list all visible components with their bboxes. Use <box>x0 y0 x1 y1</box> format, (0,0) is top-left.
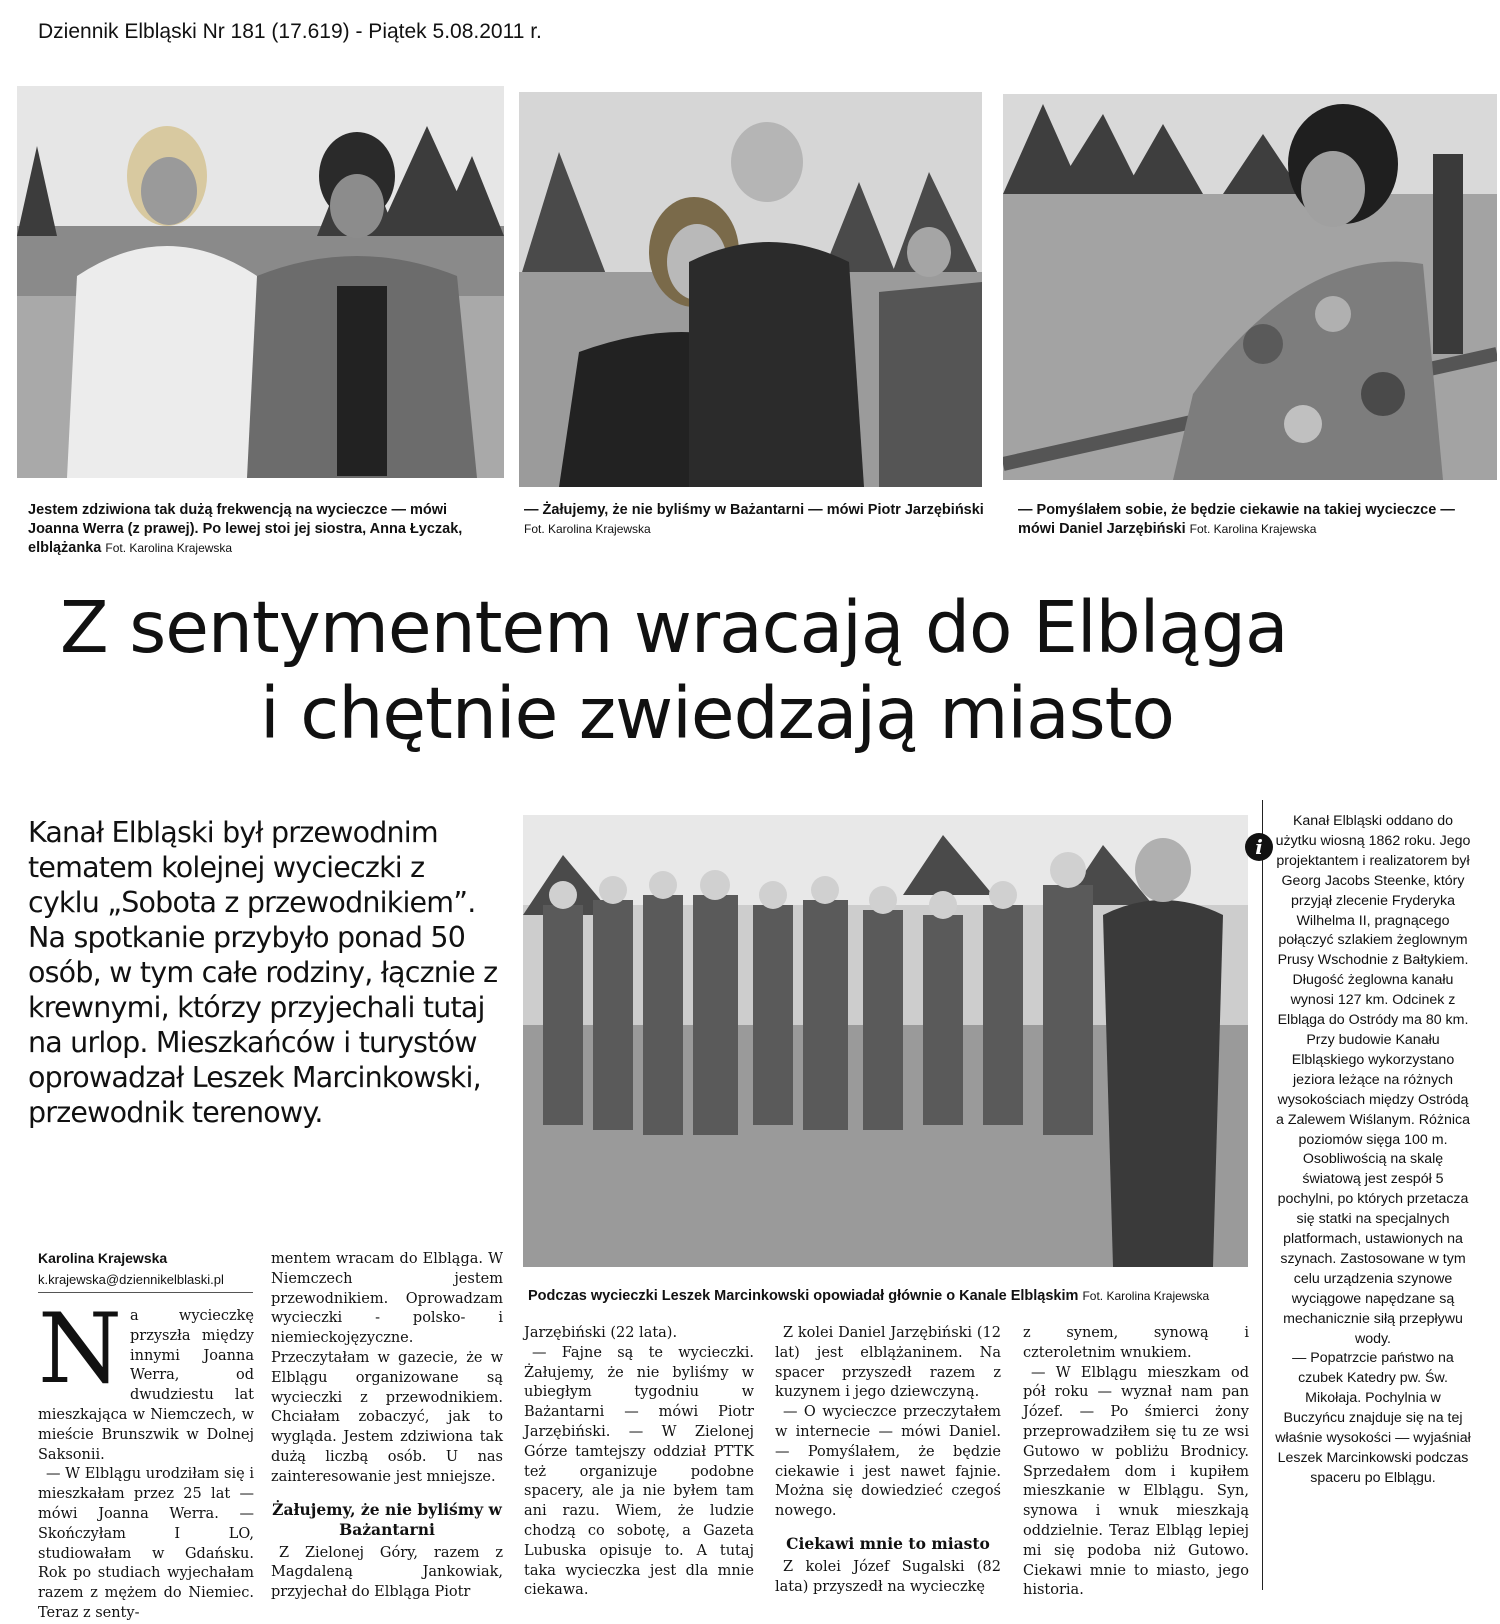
photo-sisters <box>17 86 504 478</box>
body-column-1 <box>38 1293 254 1624</box>
body-paragraph: — W Elblągu urodziłam się i mieszkałam przez 25 lat — mówi Joanna Werra. — Skończyłam I LO, studiowałam w Gdańsku. Rok po studiach wyjechałam razem z mężem do Niemiec. Teraz z senty- <box>38 1466 254 1621</box>
photo-credit: Fot. Karolina Krajewska <box>105 541 233 555</box>
body-column-4 <box>775 1324 1001 1598</box>
subheading: Żałujemy, że nie byliśmy w Bażantarni <box>272 1499 502 1539</box>
headline-line-1: Z sentymentem wracają do Elbląga <box>60 586 1288 669</box>
body-paragraph: — Fajne są te wycieczki. Żałujemy, że nie byliśmy w ubiegłym tygodniu w Bażantarni — mówi Piotr Jarzębiński. — W Zielonej Górze tamtejszy oddział PTTK też organizuje podobne spacery, ale ja nie byłem tam ani razu. Wiem, że ludzie chodzą co sobotę, a Gazeta Lubuska opisuje to. A tutaj taka wycieczka jest dla mnie ciekawa. <box>524 1344 754 1599</box>
photo-group-tour <box>523 815 1248 1267</box>
headline <box>60 585 1460 757</box>
body-paragraph: z synem, synową i czteroletnim wnukiem. <box>1023 1325 1249 1361</box>
byline-email[interactable]: k.krajewska@dziennikelblaski.pl <box>38 1272 224 1287</box>
photo-boy-railing <box>1003 94 1497 480</box>
subheading: Ciekawi mnie to miasto <box>786 1533 990 1553</box>
caption-text: Podczas wycieczki Leszek Marcinkowski opowiadał głównie o Kanale Elbląskim <box>528 1288 1079 1304</box>
caption-text: Jestem zdziwiona tak dużą frekwencją na wycieczce — mówi Joanna Werra (z prawej). Po lewej stoi jej siostra, Anna Łyczak, elblążanka <box>28 502 463 556</box>
sidebar-divider <box>1262 800 1263 1590</box>
photo-caption-1 <box>28 501 498 558</box>
photo-caption-3 <box>1018 501 1493 539</box>
body-paragraph: — O wycieczce przeczytałem w internecie — mówi Daniel. — Pomyślałem, że będzie ciekawie i jest nawet fajnie. Można się dowiedzieć czegoś nowego. <box>775 1404 1001 1520</box>
caption-text: — Żałujemy, że nie byliśmy w Bażantarni — mówi Piotr Jarzębiński <box>524 502 984 518</box>
sidebar-paragraph: Kanał Elbląski oddano do użytku wiosną 1862 roku. Jego projektantem i realizatorem był Georg Jacobs Steenke, który przyjął zlecenie Fryderyka Wilhelma II, pragnącego połączyć szlakiem żeglownym Prusy Wschodnie z Bałtykiem. Długość żeglowna kanału wynosi 127 km. Odcinek z Elbląga do Ostródy ma 80 km. Przy budowie Kanału Elbląskiego wykorzystano jeziora leżące na różnych wysokościach między Ostródą a Zalewem Wiślanym. Różnica poziomów sięga 100 m. Osobliwością na skalę światową jest zespół 5 pochylni, po których przetacza się statki na specjalnych platformach, ustawionych na szynach. Zastosowane w tym celu urządzenia szynowe wyciągowe napędzane są mechanicznie siłą przepływu wody. <box>1275 813 1471 1347</box>
body-paragraph: Jarzębiński (22 lata). <box>524 1325 678 1341</box>
body-column-3 <box>524 1324 754 1601</box>
body-paragraph: Z kolei Józef Sugalski (82 lata) przyszedł na wycieczkę <box>775 1558 1001 1595</box>
byline-author: Karolina Krajewska <box>38 1250 168 1266</box>
sidebar-fact-box <box>1273 812 1473 1489</box>
sidebar-paragraph: — Popatrzcie państwo na czubek Katedry pw. Św. Mikołaja. Pochylnia w Buczyńcu znajduje się na tej właśnie wysokości — wyjaśniał Leszek Marcinkowski podczas spaceru po Elblągu. <box>1275 1350 1471 1486</box>
body-column-2 <box>271 1250 503 1603</box>
photo-couple <box>519 92 982 487</box>
lead-paragraph: Kanał Elbląski był przewodnim tematem kolejnej wycieczki z cyklu „Sobota z przewodnikiem”. Na spotkanie przybyło ponad 50 osób, w tym całe rodziny, łącznie z krewnymi, którzy przyjechali tutaj na urlop. Mieszkańców i turystów oprowadzał Leszek Marcinkowski, przewodnik terenowy. <box>28 816 498 1129</box>
body-paragraph: Na wycieczkę przyszła między innymi Joanna Werra, od dwudziestu lat mieszkająca w Niemczech, w mieście Brunszwik w Dolnej Saksonii. <box>38 1293 254 1463</box>
body-column-5 <box>1023 1324 1249 1601</box>
body-paragraph: — W Elblągu mieszkam od pół roku — wyznał nam pan Józef. — Po śmierci żony przeprowadziłem się tu ze wsi Gutowo w pobliżu Brodnicy. Sprzedałem dom i kupiłem mieszkanie w Elblągu. Syn, synowa i wnuk mieszkają oddzielnie. Teraz Elbląg lepiej mi się podoba niż Gutowo. Ciekawi mnie to miasto, jego historia. <box>1023 1364 1249 1599</box>
photo-credit: Fot. Karolina Krajewska <box>524 522 651 536</box>
headline-line-2: i chętnie zwiedzają miasto <box>260 672 1174 755</box>
photo-credit: Fot. Karolina Krajewska <box>1082 1289 1210 1303</box>
photo-caption-4 <box>528 1287 1258 1306</box>
body-paragraph: Z Zielonej Góry, razem z Magdaleną Jankowiak, przyjechał do Elbląga Piotr <box>271 1544 503 1601</box>
info-icon: i <box>1245 833 1273 861</box>
body-paragraph: mentem wracam do Elbląga. W Niemczech jestem przewodnikiem. Oprowadzam wycieczki - polsko- i niemieckojęzyczne. Przeczytałam w gazecie, że w Elblągu organizowane są wycieczki z przewodnikiem. Chciałam zobaczyć, jak to wygląda. Jestem zdziwiona tak dużą liczbą osób. U nas zainteresowanie jest mniejsze. <box>271 1251 503 1485</box>
drop-cap: N <box>38 1293 122 1405</box>
caption-text: — Pomyślałem sobie, że będzie ciekawie na takiej wycieczce — mówi Daniel Jarzębiński <box>1018 502 1455 537</box>
photo-credit: Fot. Karolina Krajewska <box>1189 522 1317 536</box>
photo-caption-2 <box>524 501 984 539</box>
newspaper-header: Dziennik Elbląski Nr 181 (17.619) - Piątek 5.08.2011 r. <box>38 20 542 43</box>
body-paragraph: Z kolei Daniel Jarzębiński (12 lat) jest elblążaninem. Na spacer przyszedł razem z kuzynem i jego dziewczyną. <box>775 1325 1001 1401</box>
